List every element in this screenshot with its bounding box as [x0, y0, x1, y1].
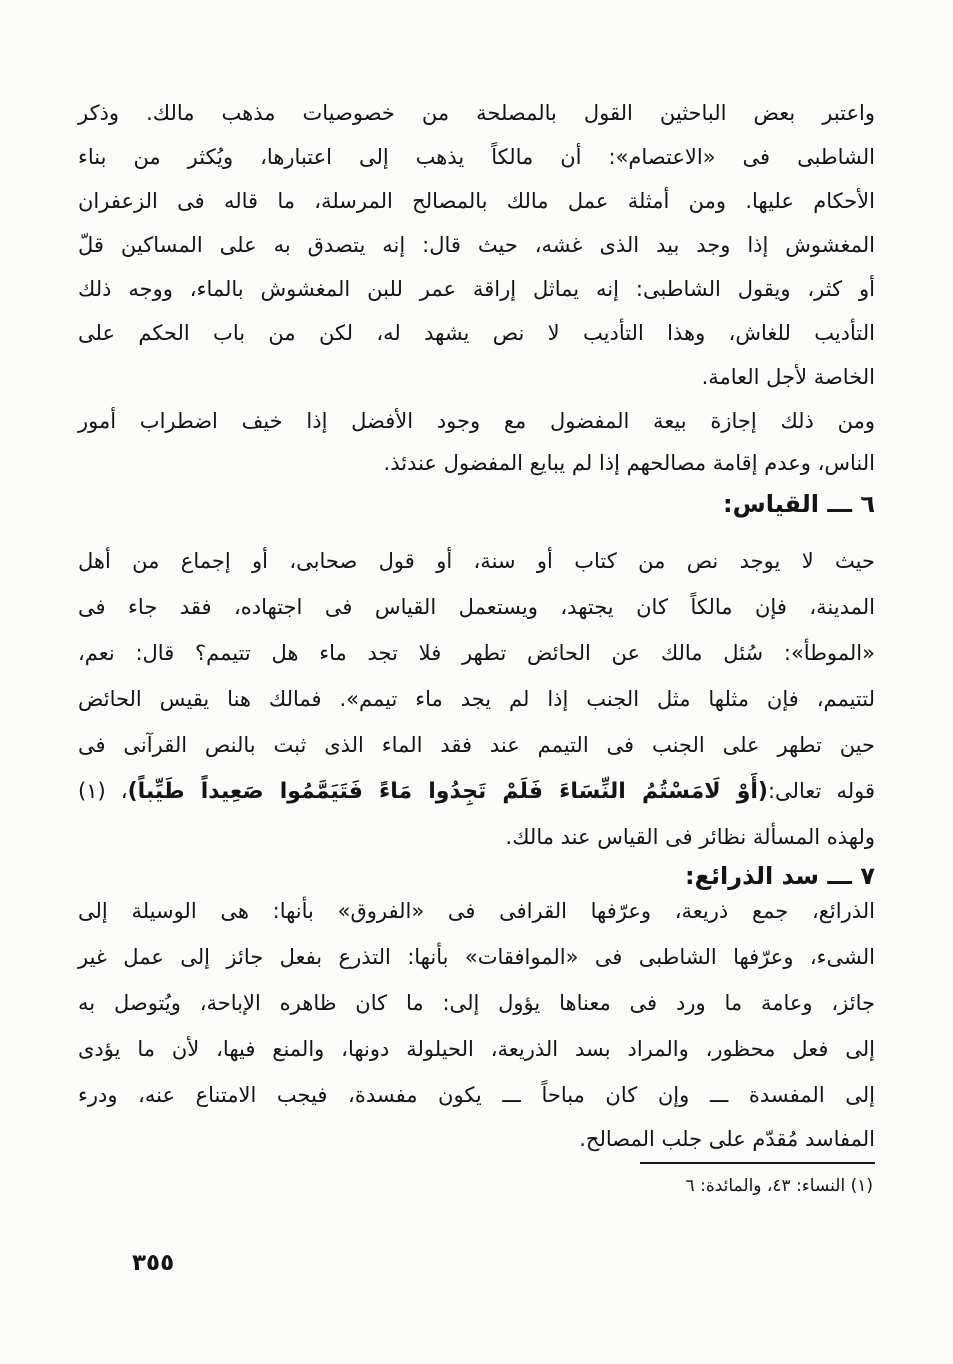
paragraph-line: المغشوش إذا وجد بيد الذى غشه، حيث قال: إنه يتصدق به على المساكين قلّ — [78, 233, 875, 257]
section-heading-dharai: ٧ ـــ سد الذرائع: — [685, 862, 875, 890]
paragraph-line: الناس، وعدم إقامة مصالحهم إذا لم يبايع المفضول عندئذ. — [383, 451, 875, 475]
paragraph-line: ومن ذلك إجازة بيعة المفضول مع وجود الأفضل إذا خيف اضطراب أمور — [78, 409, 875, 433]
paragraph-line: الذرائع، جمع ذريعة، وعرّفها القرافى فى «الفروق» بأنها: هى الوسيلة إلى — [78, 899, 875, 923]
paragraph-line: لتتيمم، فإن مثلها مثل الجنب إذا لم يجد ماء تيمم». فمالك هنا يقيس الحائض — [78, 687, 875, 711]
paragraph-line: ولهذه المسألة نظائر فى القياس عند مالك. — [505, 825, 875, 849]
footnote-divider — [640, 1162, 875, 1164]
paragraph-line: إلى فعل محظور، والمراد بسد الذريعة، الحيلولة دونها، والمنع فيها، لأن ما يؤدى — [78, 1037, 875, 1061]
paragraph-line: التأديب للغاش، وهذا التأديب لا نص يشهد له، لكن من باب الحكم على — [78, 321, 875, 345]
paragraph-line: المفاسد مُقدّم على جلب المصالح. — [579, 1127, 875, 1151]
verse-line — [78, 774, 875, 814]
section-heading-qiyas: ٦ ـــ القياس: — [722, 490, 875, 518]
paragraph-line: الأحكام عليها. ومن أمثلة عمل مالك بالمصالح المرسلة، ما قاله فى الزعفران — [78, 189, 875, 213]
paragraph-line: الشىء، وعرّفها الشاطبى فى «الموافقات» بأنها: التذرع بفعل جائز إلى عمل غير — [78, 945, 875, 969]
quran-verse: (أَوْ لَامَسْتُمُ النِّسَاءَ فَلَمْ تَجِدُوا مَاءً فَتَيَمَّمُوا صَعِيداً طَيِّباً) — [127, 779, 768, 804]
verse-intro: قوله تعالى: — [767, 779, 875, 803]
paragraph-line: المدينة، فإن مالكاً كان يجتهد، ويستعمل القياس فى اجتهاده، فقد جاء فى — [78, 595, 875, 619]
paragraph-line: واعتبر بعض الباحثين القول بالمصلحة من خصوصيات مذهب مالك. وذكر — [78, 101, 875, 125]
paragraph-line: جائز، وعامة ما ورد فى معناها يؤول إلى: ما كان ظاهره الإباحة، ويُتوصل به — [78, 991, 875, 1015]
footnote-ref: ، (١) — [78, 779, 128, 803]
page-number: ٣٥٥ — [132, 1250, 175, 1276]
paragraph-line: أو كثر، ويقول الشاطبى: إنه يماثل إراقة عمر للبن المغشوش بالماء، ووجه ذلك — [78, 277, 875, 301]
paragraph-line: الشاطبى فى «الاعتصام»: أن مالكاً يذهب إلى اعتبارها، ويُكثر من بناء — [78, 145, 875, 169]
footnote: (١) النساء: ٤٣، والمائدة: ٦ — [685, 1176, 873, 1196]
paragraph-line: الخاصة لأجل العامة. — [701, 365, 875, 389]
paragraph-line: إلى المفسدة ـــ وإن كان مباحاً ـــ يكون مفسدة، فيجب الامتناع عنه، ودرء — [78, 1083, 875, 1107]
paragraph-line: «الموطأ»: سُئل مالك عن الحائض تطهر فلا تجد ماء هل تتيمم؟ قال: نعم، — [78, 641, 875, 665]
paragraph-line: حين تطهر على الجنب فى التيمم عند فقد الماء الذى ثبت بالنص القرآنى فى — [78, 733, 875, 757]
paragraph-line: حيث لا يوجد نص من كتاب أو سنة، أو قول صحابى، أو إجماع من أهل — [78, 549, 875, 573]
